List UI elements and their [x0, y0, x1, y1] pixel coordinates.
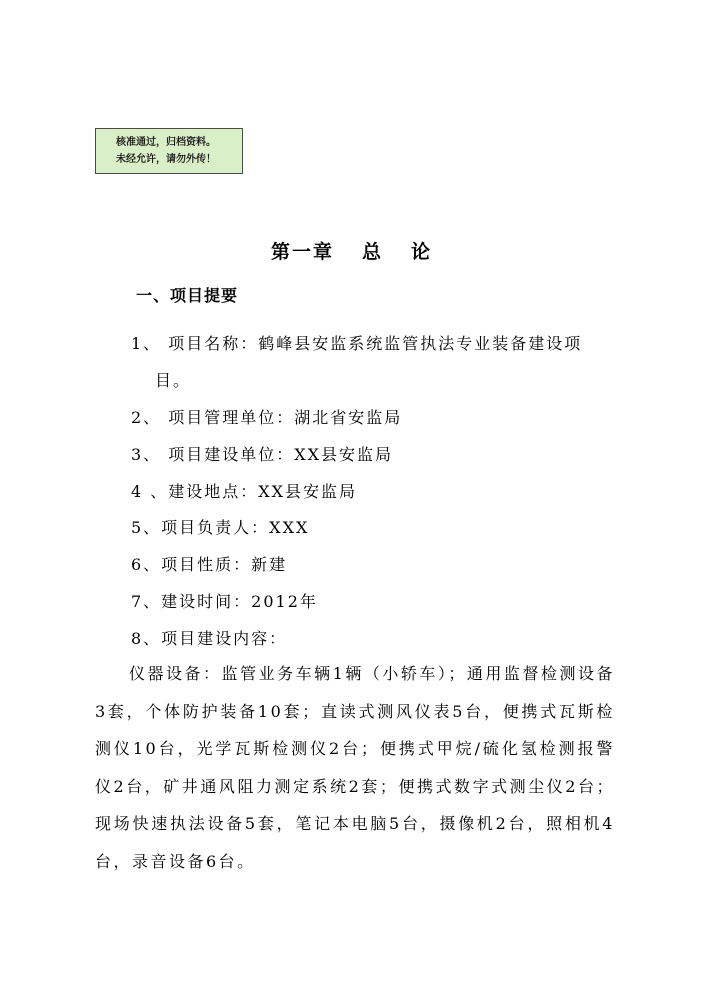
item-time: 7、建设时间：2012年 [131, 592, 318, 611]
equipment-paragraph: 仪器设备：监管业务车辆1辆（小轿车）；通用监督检测设备3套，个体防护装备10套；直读式测风仪表5台，便携式瓦斯检测仪10台，光学瓦斯检测仪2台；便携式甲烷/硫化氢检测报警仪2台，矿井通风阻力测定系统2套；便携式数字式测尘仪2台；现场快速执法设备5套，笔记本电脑5台，摄像机2台，照相机4台，录音设备6台。 [95, 664, 615, 871]
section-title: 一、项目提要 [136, 286, 239, 305]
item-nature: 6、项目性质：新建 [131, 555, 288, 574]
item-project-name-cont: 目。 [155, 371, 192, 390]
confidential-stamp [95, 128, 243, 174]
chapter-number: 第一章 [270, 241, 334, 263]
item-location: 4 、建设地点：XX县安监局 [131, 482, 358, 501]
item-construction-unit: 3、 项目建设单位：XX县安监局 [131, 445, 394, 464]
chapter-title [0, 237, 703, 264]
item-person-in-charge: 5、项目负责人：XXX [131, 518, 310, 537]
chapter-word-2: 论 [411, 241, 433, 263]
item-content: 8、项目建设内容： [131, 629, 288, 648]
item-project-name: 1、 项目名称：鹤峰县安监系统监管执法专业装备建设项 [131, 334, 583, 353]
chapter-word-1: 总 [361, 241, 383, 263]
item-management-unit: 2、 项目管理单位：湖北省安监局 [131, 408, 403, 427]
stamp-line-2: 未经允许，请勿外传！ [116, 154, 216, 165]
stamp-line-1: 核准通过，归档资料。 [116, 137, 216, 148]
